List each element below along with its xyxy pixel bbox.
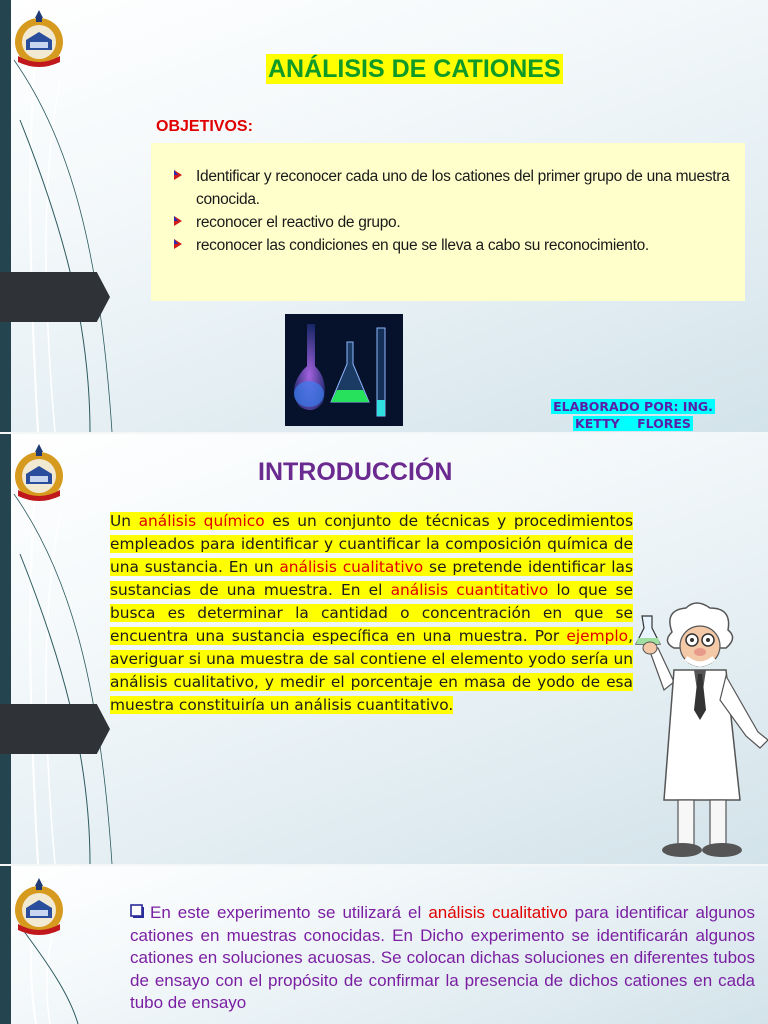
credit-line-2: KETTY FLORES [575, 416, 691, 431]
arrow-bullet-icon [171, 165, 185, 185]
slide-objetivos [0, 0, 768, 432]
page-title: ANÁLISIS DE CATIONES [268, 55, 561, 83]
scientist-image [634, 600, 768, 864]
list-item [169, 234, 735, 257]
slide-experimento [0, 866, 768, 1024]
intro-paragraph [110, 510, 633, 717]
flask-image [285, 314, 403, 426]
objective-text: Identificar y reconocer cada uno de los cationes del primer grupo de una muestra conocida. [196, 168, 730, 208]
objective-text: reconocer las condiciones en que se lleva a cabo su reconocimiento. [196, 237, 649, 254]
slide-introduccion [0, 434, 768, 864]
experiment-paragraph: En este experimento se utilizará el análisis cualitativo para identificar algunos cationes en muestras conocidas. En Dicho experimento se identificarán algunos cationes en soluciones acuosas. Se colocan dichas soluciones en diferentes tubos de ensayo con el propósito de confirmar la presencia de dichos cationes en cada tubo de ensayo [130, 903, 755, 1013]
objectives-box [151, 143, 745, 301]
credit-line-1: ELABORADO POR: ING. [553, 399, 713, 414]
decorative-arrow [0, 272, 110, 322]
objective-text: reconocer el reactivo de grupo. [196, 214, 401, 231]
university-logo-icon [12, 8, 66, 72]
author-credit [538, 398, 728, 432]
intro-text-run: Un análisis químico es un conjunto de técnicas y procedimientos empleados para identificar y cuantificar la composición química de una sustancia. En un análisis cualitativo se pretende identificar las sustancias de una muestra. En el análisis cuantitativo lo que se busca es determinar la cantidad o concentración en que se encuentra una sustancia específica en una muestra. Por ejemplo, averiguar si una muestra de sal contiene el elemento yodo sería un análisis cualitativo, y medir el porcentaje en masa de yodo de esa muestra constituiría un análisis cuantitativo. [110, 512, 634, 714]
list-item [169, 211, 735, 234]
decorative-arrow [0, 704, 110, 754]
university-logo-icon [12, 876, 66, 940]
objectives-label: OBJETIVOS: [156, 118, 253, 135]
objectives-list [151, 143, 745, 257]
section-title: INTRODUCCIÓN [258, 458, 453, 486]
arrow-bullet-icon [171, 234, 185, 254]
list-item [169, 165, 735, 211]
arrow-bullet-icon [171, 211, 185, 231]
university-logo-icon [12, 442, 66, 506]
